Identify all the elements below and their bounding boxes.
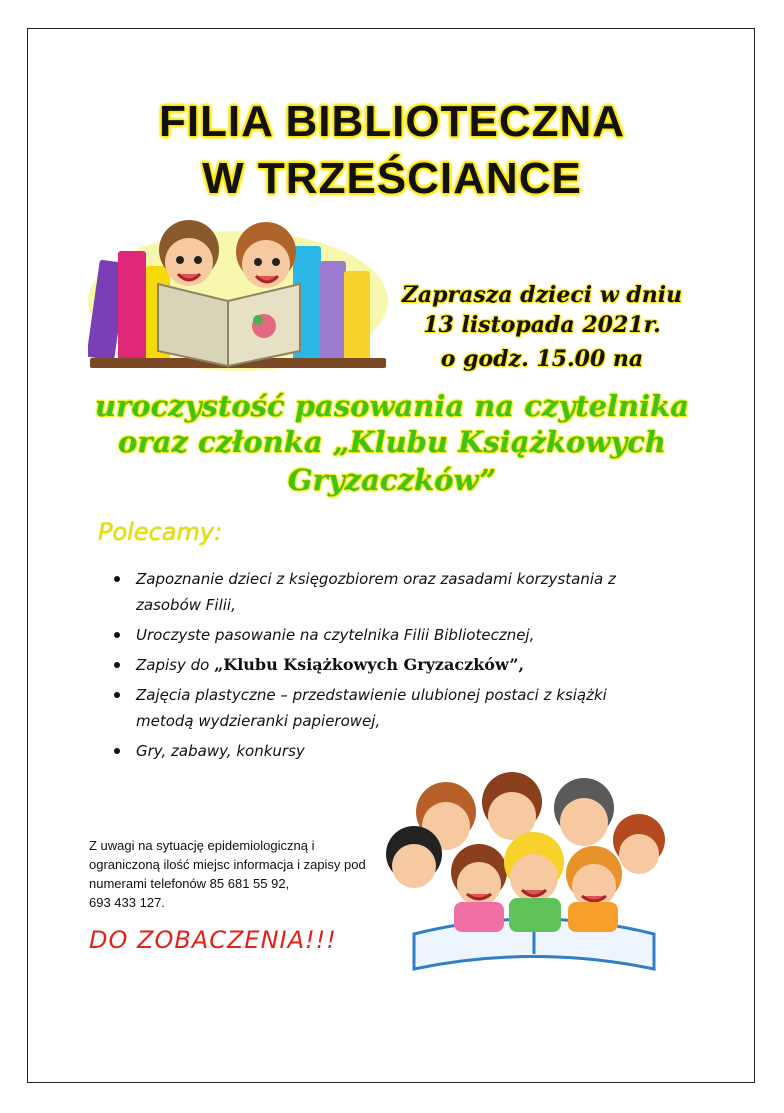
- list-item-text: Uroczyste pasowanie na czytelnika Filii Bibliotecznej,: [136, 626, 535, 644]
- notice-line-1: Z uwagi na sytuację epidemiologiczną i: [89, 838, 315, 853]
- list-item-text: Zapisy do: [136, 656, 215, 674]
- bullet-icon: [114, 662, 120, 668]
- list-item: [110, 566, 670, 618]
- event-line-1: uroczystość pasowania na czytelnika: [94, 389, 690, 423]
- club-name: „Klubu Książkowych Gryzaczków”,: [214, 655, 525, 674]
- children-with-book-illustration: [384, 764, 684, 978]
- invite-date: 13 listopada 2021r.: [423, 312, 661, 338]
- list-item: [110, 738, 670, 764]
- title-line-1: FILIA BIBLIOTECZNA: [158, 97, 626, 146]
- children-reading-illustration: [88, 206, 388, 374]
- bullet-icon: [114, 692, 120, 698]
- recommend-heading: Polecamy:: [98, 518, 223, 546]
- notice-line-3: numerami telefonów 85 681 55 92,: [89, 876, 290, 891]
- event-line-3: Gryzaczków”: [287, 463, 497, 497]
- bullet-icon: [114, 576, 120, 582]
- list-item-text: Gry, zabawy, konkursy: [136, 742, 305, 760]
- bullet-icon: [114, 632, 120, 638]
- list-item: [110, 622, 670, 648]
- title-line-2: W TRZEŚCIANCE: [202, 154, 582, 203]
- notice-line-2: ograniczoną ilość miejsc informacja i zapisy pod: [89, 857, 366, 872]
- invite-line-1: Zaprasza dzieci w dniu: [401, 282, 683, 308]
- notice-line-4: 693 433 127.: [89, 895, 165, 910]
- list-item: [110, 682, 670, 734]
- epidemic-notice: [89, 836, 389, 912]
- list-item: [110, 652, 670, 678]
- list-item-text: Zapoznanie dzieci z księgozbiorem oraz zasadami korzystania z: [136, 570, 616, 588]
- bullet-icon: [114, 748, 120, 754]
- invite-time: o godz. 15.00 na: [440, 346, 644, 372]
- event-line-2: oraz członka „Klubu Książkowych: [118, 425, 666, 459]
- list-item-text-continued: zasobów Filii,: [136, 596, 236, 614]
- goodbye-text: DO ZOBACZENIA!!!: [89, 926, 337, 954]
- program-list: [110, 566, 670, 768]
- list-item-text: Zajęcia plastyczne – przedstawienie ulubionej postaci z książki: [136, 686, 607, 704]
- list-item-text-continued: metodą wydzieranki papierowej,: [136, 712, 381, 730]
